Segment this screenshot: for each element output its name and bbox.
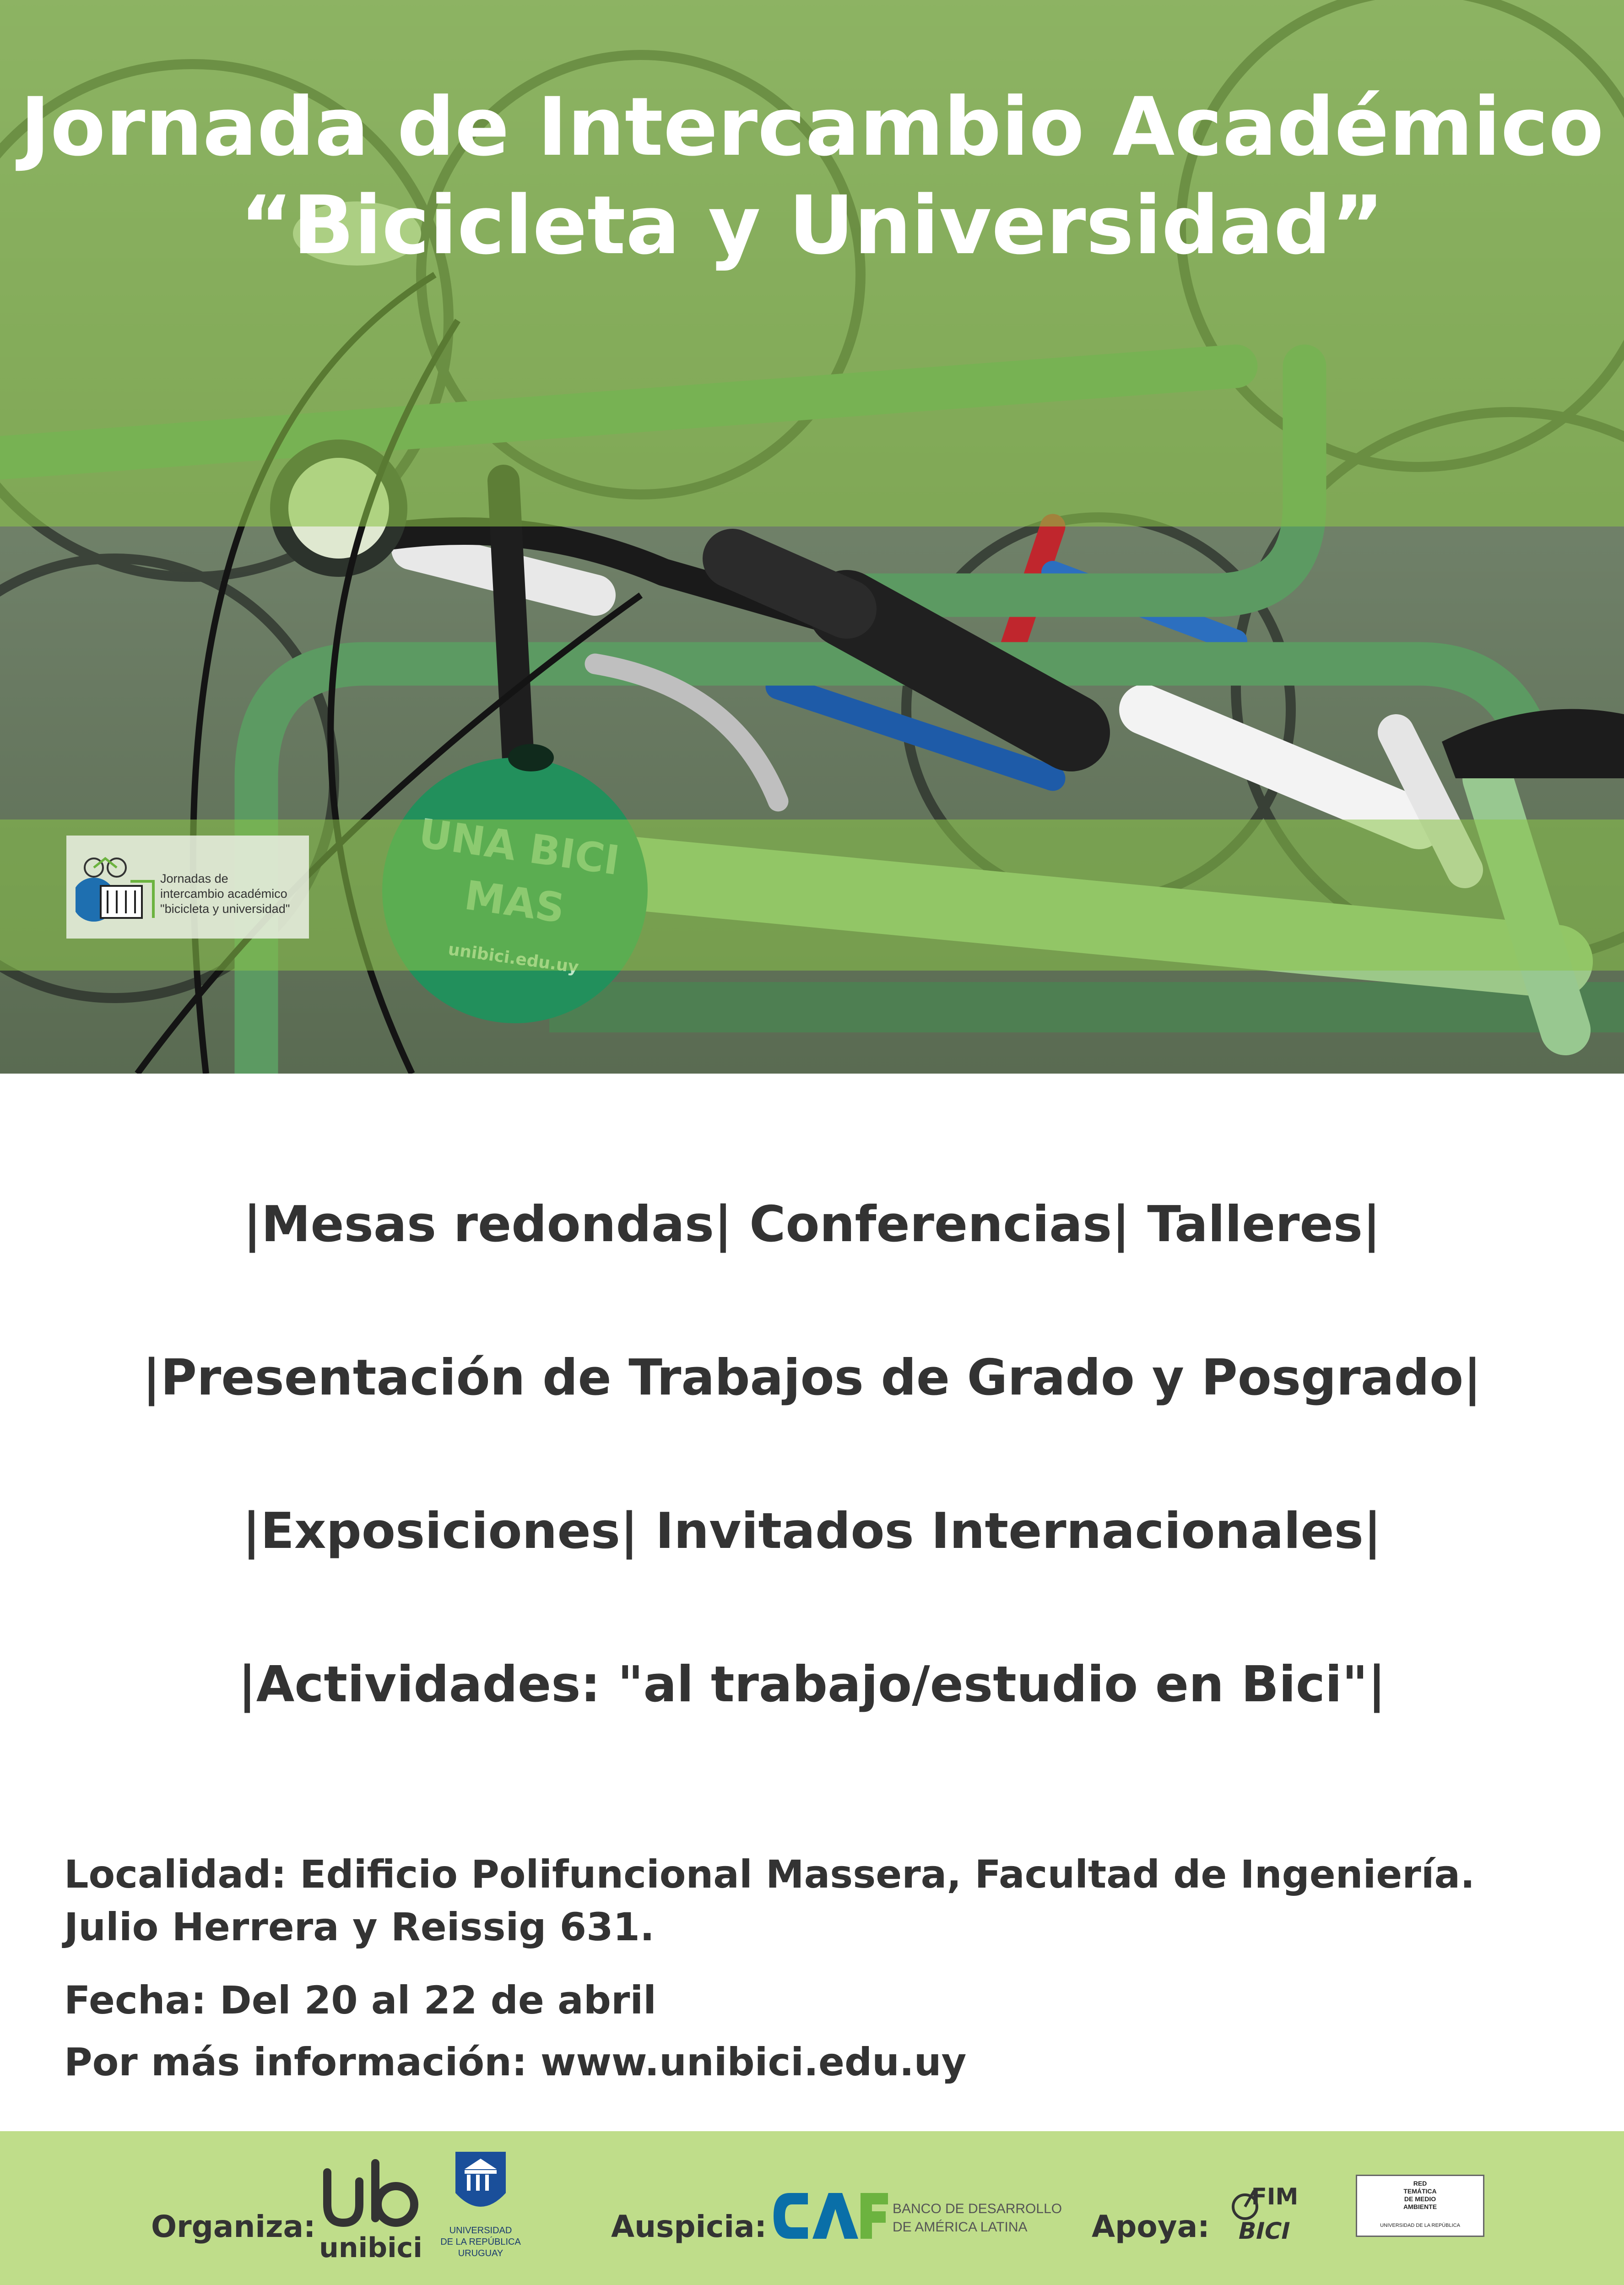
udelar-line2: DE LA REPÚBLICA	[440, 2237, 521, 2247]
sponsors-footer	[0, 2131, 1624, 2285]
activities-list	[0, 1190, 1624, 1804]
fim-text: FIM	[1251, 2183, 1299, 2210]
more-info-line: Por más información: www.unibici.edu.uy	[64, 2040, 967, 2084]
event-logo-line1: Jornadas de	[160, 872, 228, 885]
title-line-2: “Bicicleta y Universidad”	[240, 179, 1384, 272]
event-logo-line3: "bicicleta y universidad"	[160, 902, 290, 916]
caf-logo	[771, 2188, 890, 2243]
location-line-2: Julio Herrera y Reissig 631.	[64, 1905, 655, 1949]
activity-line: |Mesas redondas| Conferencias| Talleres|	[243, 1196, 1381, 1253]
bicycle-university-icon	[76, 854, 158, 927]
activity-line: |Exposiciones| Invitados Internacionales|	[242, 1503, 1382, 1560]
activity-line: |Actividades: "al trabajo/estudio en Bici"|	[238, 1656, 1386, 1713]
unibici-text: unibici	[319, 2232, 422, 2264]
udelar-text	[435, 2225, 526, 2259]
page-title	[0, 78, 1624, 275]
caf-sub-line1: BANCO DE DESARROLLO	[893, 2201, 1062, 2216]
red-line1: RED	[1413, 2180, 1427, 2187]
activity-line: |Presentación de Trabajos de Grado y Posgrado|	[142, 1349, 1482, 1406]
red-tematica-logo	[1356, 2175, 1484, 2237]
caf-sub-line2: DE AMÉRICA LATINA	[893, 2220, 1028, 2235]
fim-bici-text: BICI	[1235, 2217, 1293, 2244]
apoya-label: Apoya:	[1092, 2209, 1210, 2244]
red-line4: AMBIENTE	[1403, 2203, 1437, 2210]
udelar-crest-icon	[451, 2147, 510, 2220]
organiza-label: Organiza:	[151, 2209, 316, 2244]
event-logo	[66, 836, 309, 939]
udelar-line1: UNIVERSIDAD	[449, 2225, 512, 2236]
red-line2: TEMÁTICA	[1403, 2187, 1437, 2195]
date-line: Fecha: Del 20 al 22 de abril	[64, 1978, 656, 2023]
title-line-1: Jornada de Intercambio Académico	[20, 80, 1604, 174]
location-line-1: Localidad: Edificio Polifuncional Massera, Facultad de Ingeniería.	[64, 1852, 1475, 1897]
red-line5: UNIVERSIDAD DE LA REPÚBLICA	[1380, 2223, 1460, 2228]
unibici-logo	[316, 2154, 426, 2269]
auspicia-label: Auspicia:	[611, 2209, 767, 2244]
hero-photo	[0, 0, 1624, 1074]
fim-bici-logo	[1231, 2182, 1300, 2250]
udelar-line3: URUGUAY	[458, 2248, 503, 2258]
event-logo-line2: intercambio académico	[160, 887, 287, 901]
red-line3: DE MEDIO	[1404, 2195, 1436, 2203]
caf-subtitle	[893, 2200, 1062, 2236]
